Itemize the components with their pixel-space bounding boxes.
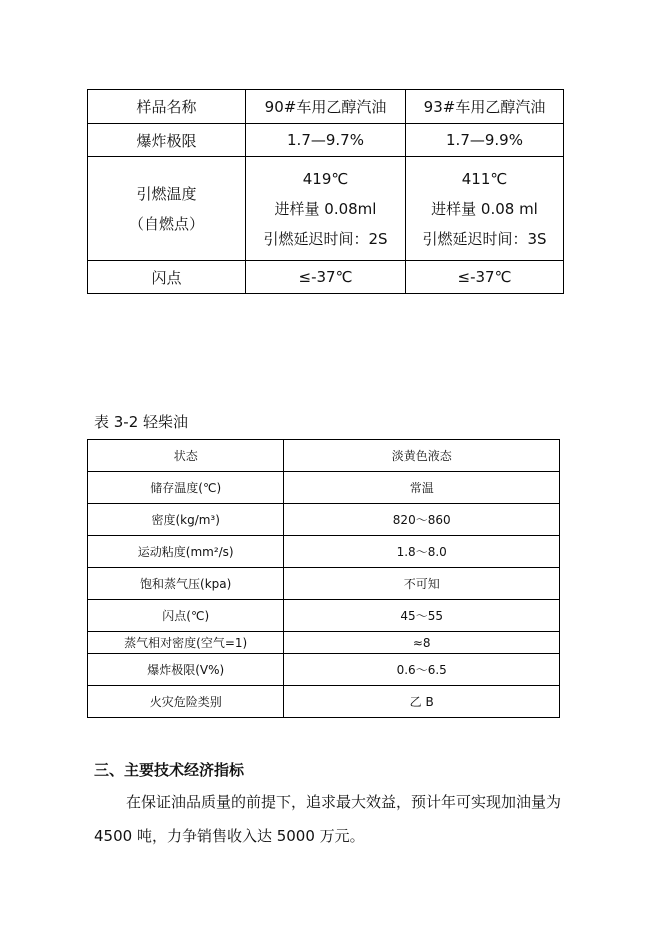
table-row	[88, 90, 564, 124]
header-cell: 90#车用乙醇汽油	[246, 90, 406, 124]
table-row	[88, 472, 560, 504]
table-cell: 820～860	[284, 504, 560, 536]
row-label: 闪点	[88, 261, 246, 294]
paragraph-line: 4500 吨，力争销售收入达 5000 万元。	[94, 827, 365, 845]
table-row	[88, 157, 564, 261]
table-row	[88, 504, 560, 536]
cell-line: 引燃延迟时间：2S	[263, 229, 388, 248]
row-label-line: （自燃点）	[128, 214, 204, 233]
table-cell	[406, 157, 564, 261]
table-cell: ≈8	[284, 632, 560, 654]
diesel-table	[87, 439, 560, 718]
row-label	[88, 157, 246, 261]
cell-line: 进样量 0.08 ml	[431, 199, 538, 218]
cell-line: 411℃	[461, 169, 508, 188]
row-label: 火灾危险类别	[88, 686, 284, 718]
table-row	[88, 536, 560, 568]
table-row	[88, 654, 560, 686]
table-cell: 常温	[284, 472, 560, 504]
row-label: 爆炸极限(V%)	[88, 654, 284, 686]
row-label: 闪点(℃)	[88, 600, 284, 632]
table-row	[88, 440, 560, 472]
table-row	[88, 261, 564, 294]
row-label: 蒸气相对密度(空气=1)	[88, 632, 284, 654]
table-row	[88, 632, 560, 654]
ethanol-gasoline-table	[87, 89, 564, 294]
table-cell: 1.7—9.7%	[246, 124, 406, 157]
row-label-line: 引燃温度	[136, 184, 197, 203]
table-cell: 1.8～8.0	[284, 536, 560, 568]
cell-line: 引燃延迟时间：3S	[422, 229, 547, 248]
table-row	[88, 568, 560, 600]
header-cell: 93#车用乙醇汽油	[406, 90, 564, 124]
row-label: 储存温度(℃)	[88, 472, 284, 504]
row-label: 饱和蒸气压(kpa)	[88, 568, 284, 600]
section-heading: 三、主要技术经济指标	[94, 761, 245, 779]
table-cell: 淡黄色液态	[284, 440, 560, 472]
row-label: 运动粘度(mm²/s)	[88, 536, 284, 568]
table-row	[88, 686, 560, 718]
row-label: 状态	[88, 440, 284, 472]
header-cell: 样品名称	[88, 90, 246, 124]
table-cell: 不可知	[284, 568, 560, 600]
table-cell: 1.7—9.9%	[406, 124, 564, 157]
table-row	[88, 600, 560, 632]
table-cell: 乙 B	[284, 686, 560, 718]
row-label: 爆炸极限	[88, 124, 246, 157]
cell-line: 进样量 0.08ml	[274, 199, 377, 218]
paragraph-line: 在保证油品质量的前提下，追求最大效益，预计年可实现加油量为	[126, 793, 562, 811]
table-cell: ≤-37℃	[406, 261, 564, 294]
cell-line: 419℃	[302, 169, 349, 188]
table-cell: ≤-37℃	[246, 261, 406, 294]
table-row	[88, 124, 564, 157]
table-caption: 表 3-2 轻柴油	[94, 413, 189, 431]
table-cell: 45～55	[284, 600, 560, 632]
table-cell: 0.6～6.5	[284, 654, 560, 686]
table-cell	[246, 157, 406, 261]
row-label: 密度(kg/m³)	[88, 504, 284, 536]
